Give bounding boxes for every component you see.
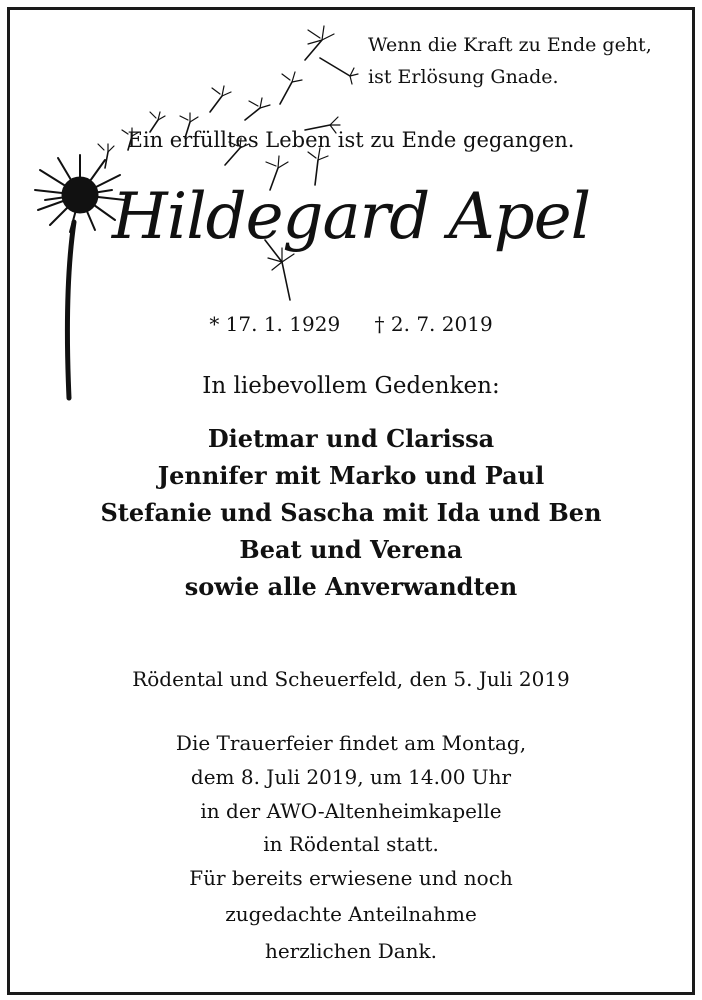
place-date: Rödental und Scheuerfeld, den 5. Juli 2019 [132, 667, 570, 691]
thanks-line: Für bereits erwiesene und noch [189, 866, 513, 890]
mourner-line: Beat und Verena [239, 535, 463, 564]
funeral-line: Die Trauerfeier findet am Montag, [175, 731, 527, 755]
funeral-line: dem 8. Juli 2019, um 14.00 Uhr [190, 765, 512, 789]
birth-date: * 17. 1. 1929 [209, 312, 341, 336]
mourner-line: Dietmar und Clarissa [207, 424, 495, 453]
mourner-line: sowie alle Anverwandten [184, 572, 518, 601]
funeral-line: in Rödental statt. [263, 832, 439, 856]
intro-text: Ein erfülltes Leben ist zu Ende gegangen. [127, 128, 575, 152]
deceased-name: Hildegard Apel [111, 180, 591, 254]
thanks-line: zugedachte Anteilnahme [225, 902, 477, 926]
mourner-line: Jennifer mit Marko und Paul [157, 461, 545, 490]
thanks-line: herzlichen Dank. [264, 939, 438, 963]
death-date: † 2. 7. 2019 [374, 312, 493, 336]
funeral-line: in der AWO-Altenheimkapelle [200, 799, 502, 823]
motto-line-1: Wenn die Kraft zu Ende geht, [368, 34, 652, 56]
life-dates [0, 312, 702, 336]
remembrance-heading: In liebevollem Gedenken: [202, 373, 500, 399]
mourner-line: Stefanie und Sascha mit Ida und Ben [100, 498, 602, 527]
motto-line-2: ist Erlösung Gnade. [368, 66, 559, 88]
